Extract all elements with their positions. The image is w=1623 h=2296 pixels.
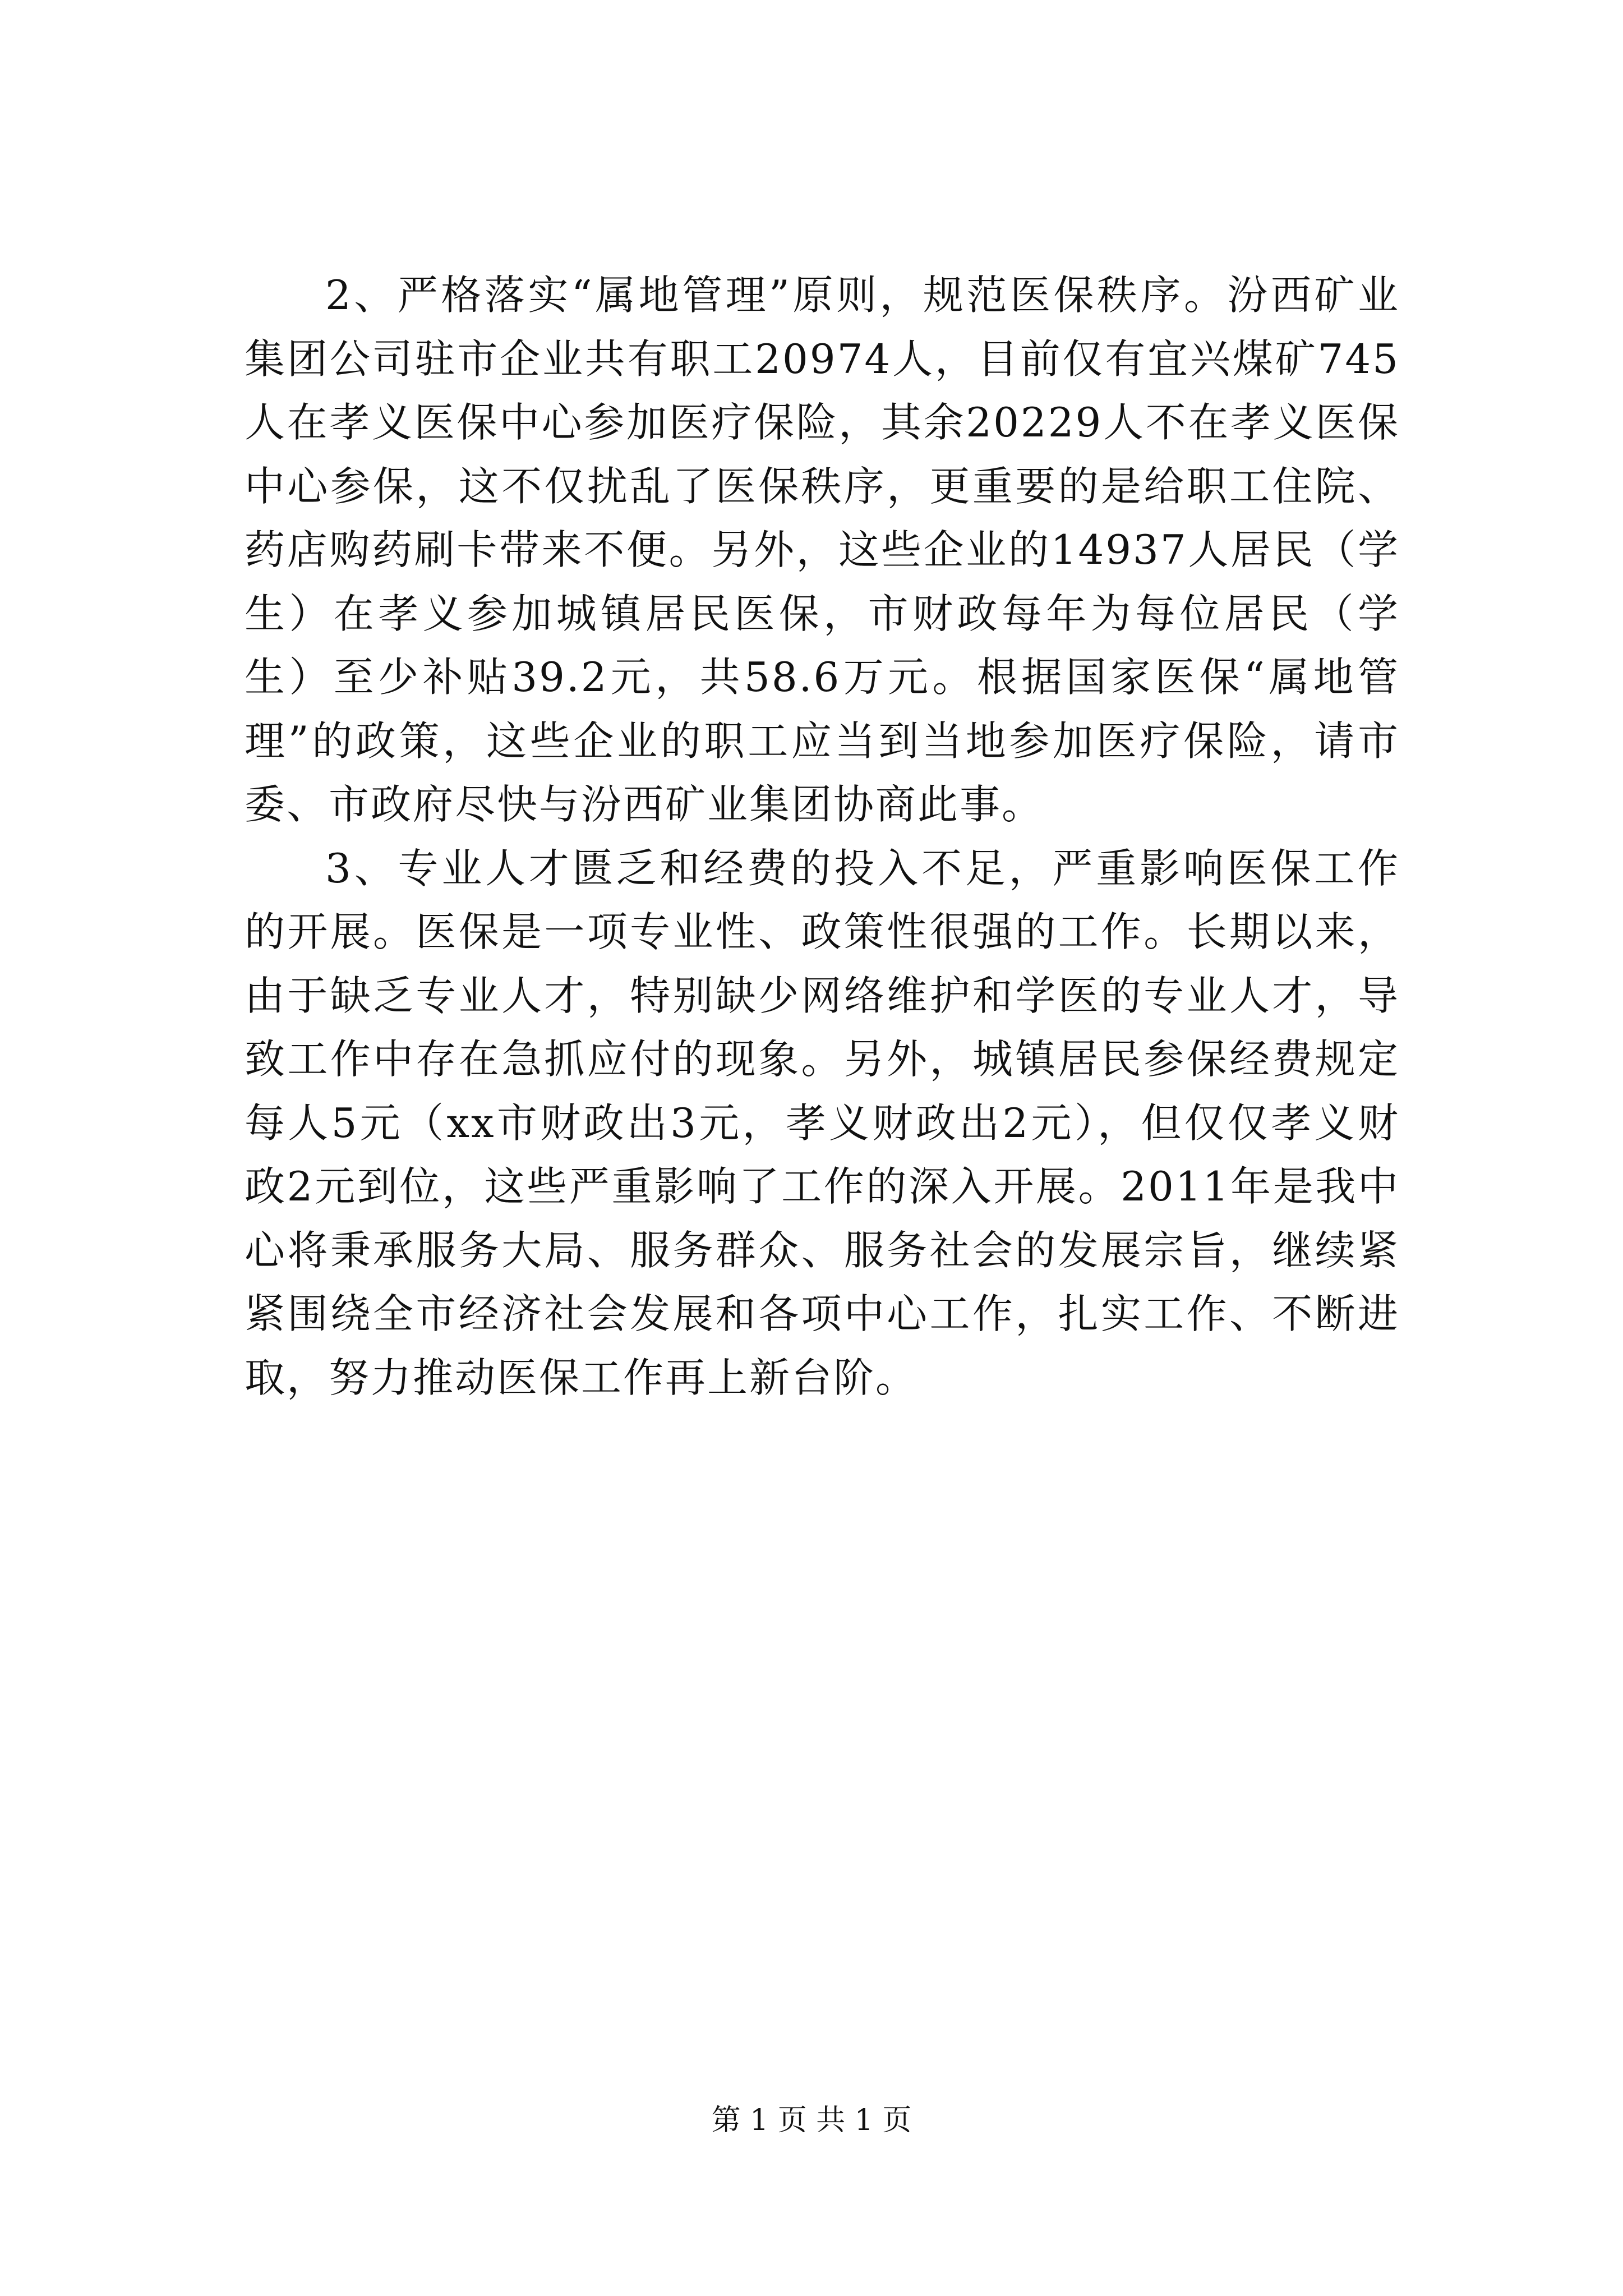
page-footer: 第 1 页 共 1 页 [711, 2104, 912, 2137]
paragraph-2: 2、严格落实“属地管理”原则，规范医保秩序。汾西矿业集团公司驻市企业共有职工20974人，目前仅有宜兴煤矿745人在孝义医保中心参加医疗保险，其余20229人不在孝义医保中心参保，这不仅扰乱了医保秩序，更重要的是给职工住院、药店购药刷卡带来不便。另外，这些企业的14937人居民（学生）在孝义参加城镇居民医保，市财政每年为每位居民（学生）至少补贴39.2元，共58.6万元。根据国家医保“属地管理”的政策，这些企业的职工应当到当地参加医疗保险，请市委、市政府尽快与汾西矿业集团协商此事。 [245, 272, 1400, 828]
document-body [245, 264, 1400, 1410]
paragraph-3: 3、专业人才匮乏和经费的投入不足，严重影响医保工作的开展。医保是一项专业性、政策性很强的工作。长期以来，由于缺乏专业人才，特别缺少网络维护和学医的专业人才，导致工作中存在急抓应付的现象。另外，城镇居民参保经费规定每人5元（xx市财政出3元，孝义财政出2元），但仅仅孝义财政2元到位，这些严重影响了工作的深入开展。2011年是我中心将秉承服务大局、服务群众、服务社会的发展宗旨，继续紧紧围绕全市经济社会发展和各项中心工作，扎实工作、不断进取，努力推动医保工作再上新台阶。 [245, 844, 1400, 1401]
